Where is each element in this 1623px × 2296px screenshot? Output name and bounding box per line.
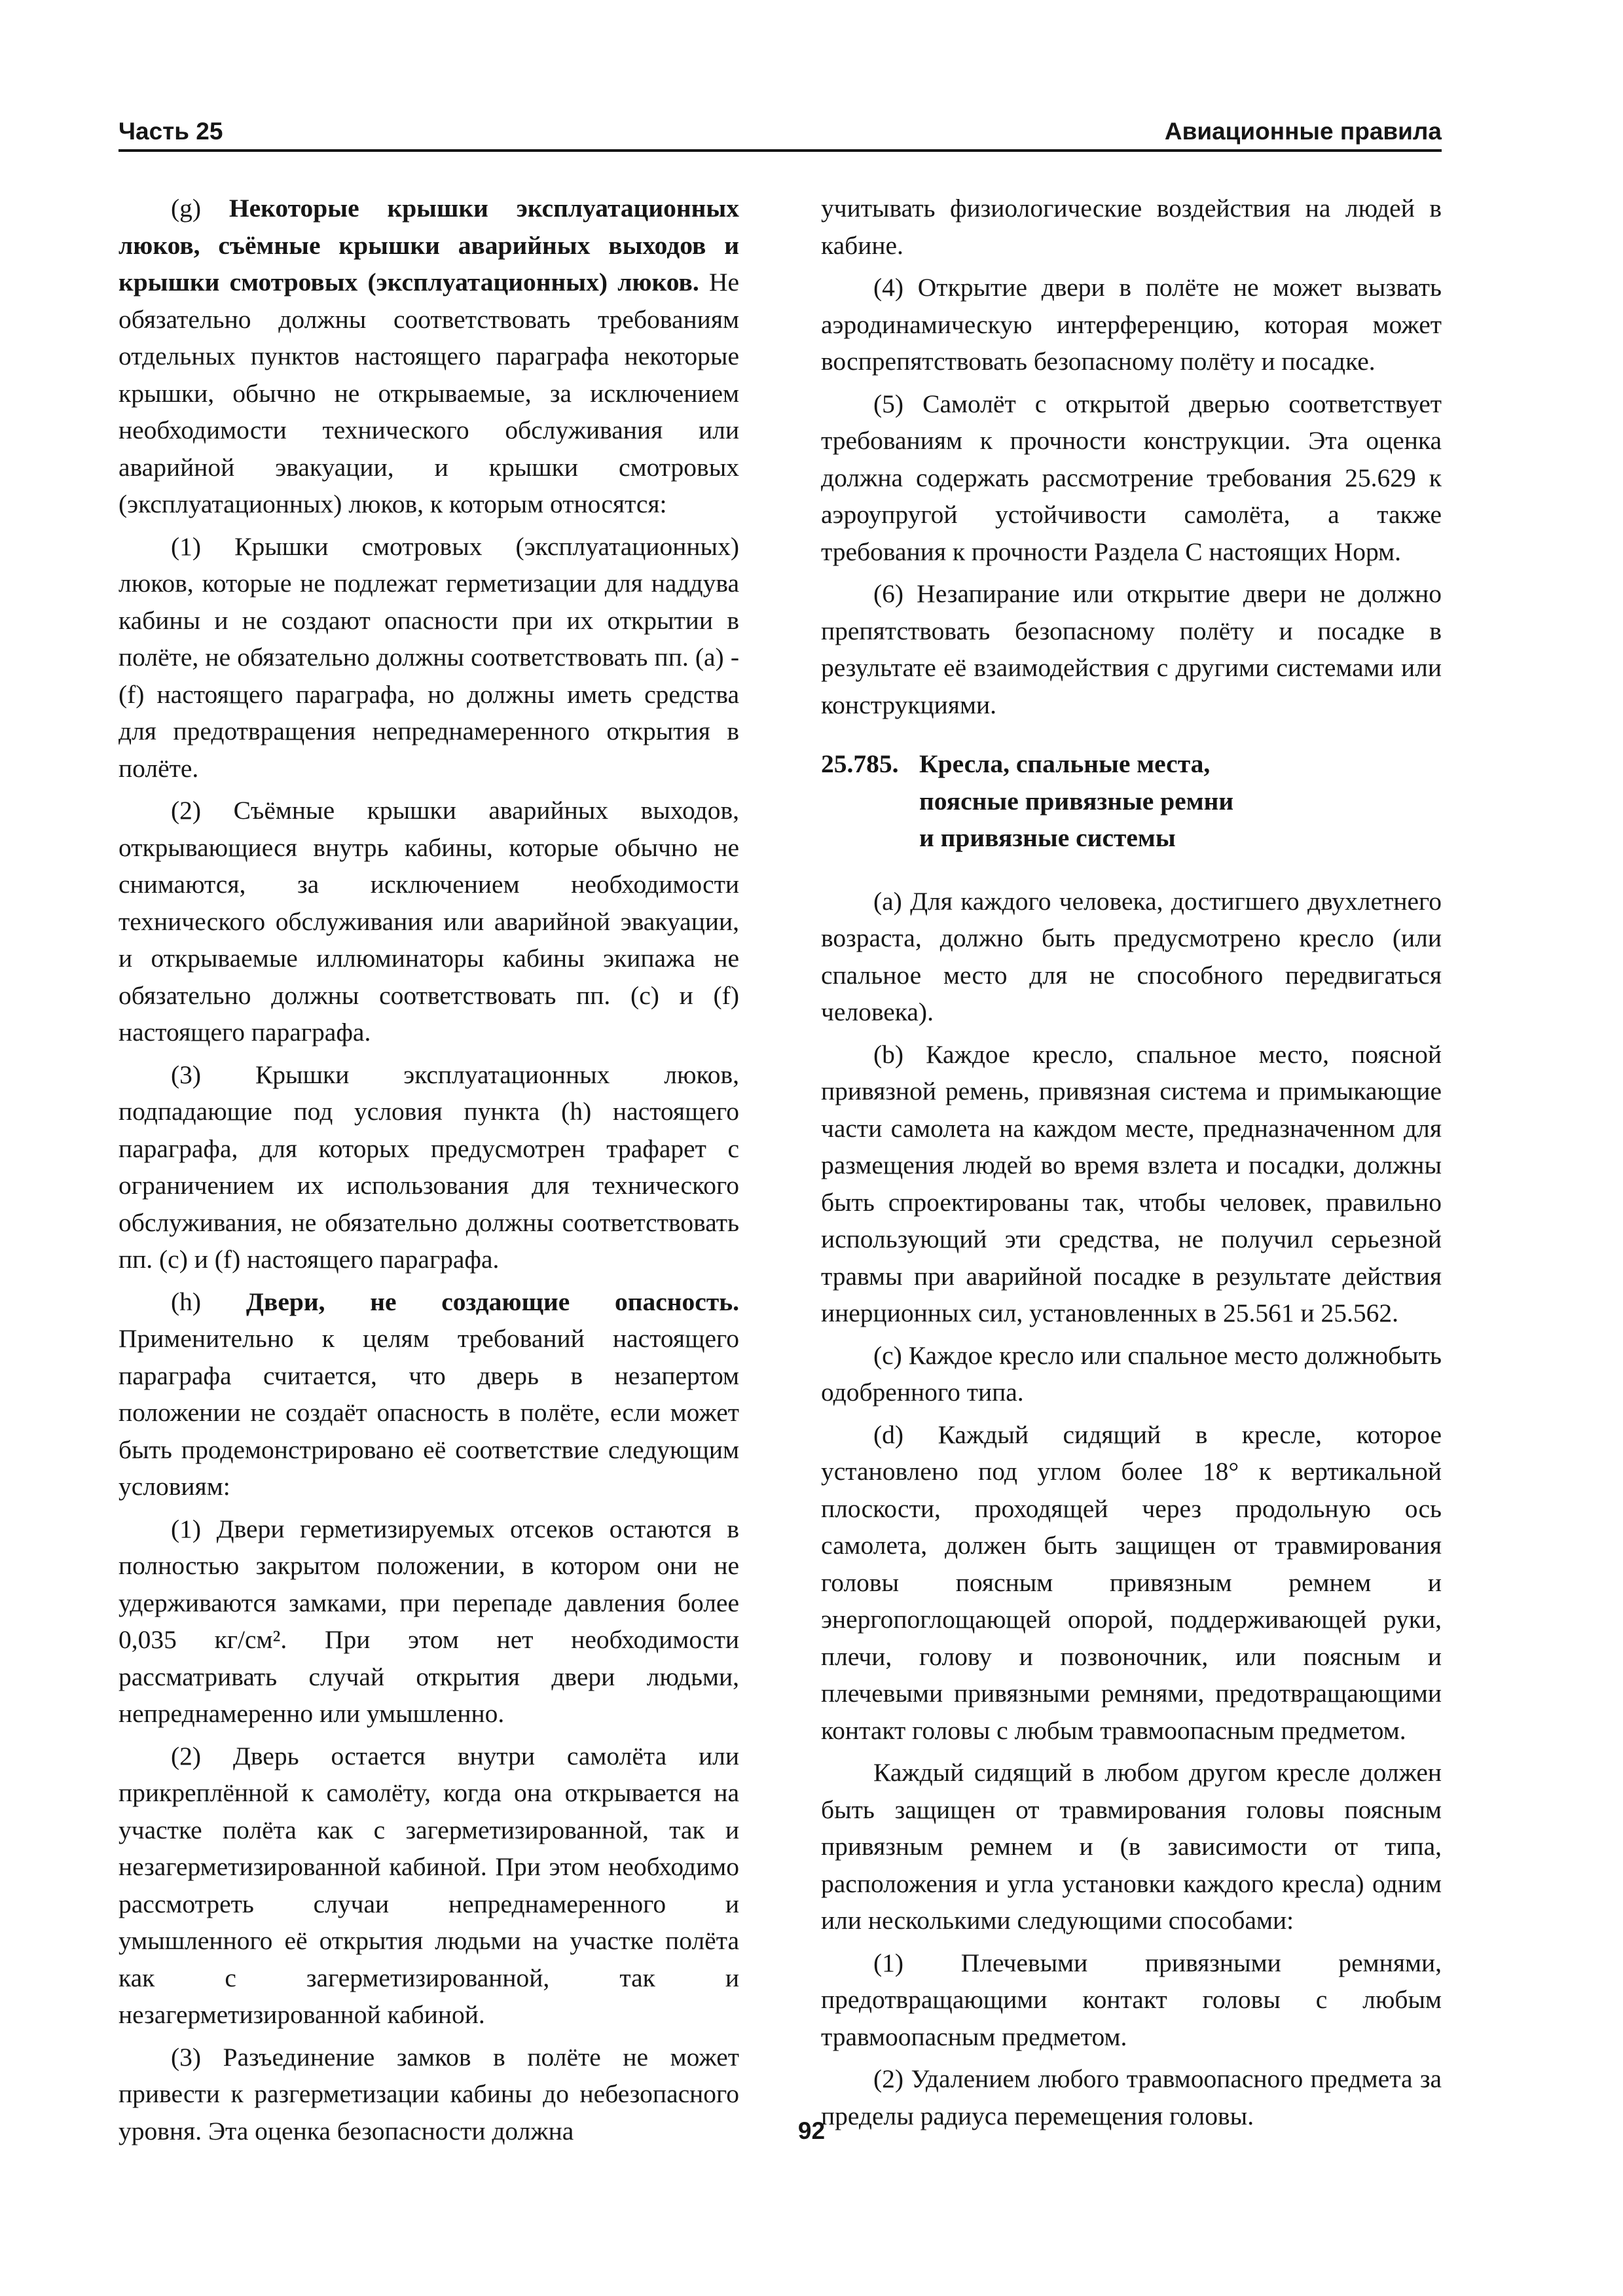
header-doc-title: Авиационные правила: [1164, 118, 1442, 145]
page-number: 92: [797, 2117, 826, 2144]
paragraph-b: (b) Каждое кресло, спальное место, поясной привязной ремень, привязная система и примыкающие части самолета на каждом месте, предназначенном для размещения людей во время взлета и посадки, должны быть спроектированы так, чтобы человек, правильно использующий эти средства, не получил серьезной травмы при аварийной посадке в результате действия инерционных сил, установленных в 25.561 и 25.562.: [821, 1039, 1442, 1327]
paragraph-c: (c) Каждое кресло или спальное место должнобыть одобренного типа.: [821, 1340, 1442, 1407]
paragraph-h1: (1) Двери герметизируемых отсеков остаются в полностью закрытом положении, в котором они не удерживаются замками, при перепаде давления более 0,035 кг/см². При этом нет необходимости рассматривать случай открытия двери людьми, непреднамеренно или умышленно.: [119, 1514, 739, 1728]
running-header: [119, 110, 1442, 152]
paragraph-g-heading: Некоторые крышки эксплуатационных люков, съёмные крышки аварийных выходов и крышки смотровых (эксплуатационных) люков.: [119, 194, 739, 296]
paragraph-a: (a) Для каждого человека, достигшего двухлетнего возраста, должно быть предусмотрено кресло (или спальное место для не способного передвигаться человека).: [821, 886, 1442, 1026]
paragraph-g: [119, 190, 739, 523]
right-column: [821, 190, 1442, 2140]
paragraph-g3: (3) Крышки эксплуатационных люков, подпадающие под условия пункта (h) настоящего параграфа, для которых предусмотрен трафарет с ограничением их использования для технического обслуживания, не обязательно должны соответствовать пп. (c) и (f) настоящего параграфа.: [119, 1060, 739, 1274]
paragraph-d-other-seats: Каждый сидящий в любом другом кресле должен быть защищен от травмирования головы поясным привязным ремнем и (в зависимости от типа, расположения и угла установки каждого кресла) одним или несколькими следующими способами:: [821, 1758, 1442, 1935]
paragraph-h6: (6) Незапирание или открытие двери не должно препятствовать безопасному полёту и посадке в результате её взаимодействия с другими системами или конструкциями.: [821, 579, 1442, 719]
paragraph-h3-continued: учитывать физиологические воздействия на людей в кабине.: [821, 194, 1442, 260]
left-column: [119, 190, 739, 2155]
paragraph-h4: (4) Открытие двери в полёте не может вызвать аэродинамическую интерференцию, которая может воспрепятствовать безопасному полёту и посадке.: [821, 273, 1442, 376]
paragraph-h: [119, 1283, 739, 1505]
paragraph-h-heading: Двери, не создающие опасность.: [246, 1287, 739, 1316]
paragraph-g2: (2) Съёмные крышки аварийных выходов, открывающиеся внутрь кабины, которые обычно не снимаются, за исключением необходимости технического обслуживания или аварийной эвакуации, и открываемые иллюминаторы кабины экипажа не обязательно должны соответствовать пп. (c) и (f) настоящего параграфа.: [119, 796, 739, 1047]
paragraph-d2: (2) Удалением любого травмоопасного предмета за пределы радиуса перемещения головы.: [821, 2064, 1442, 2130]
paragraph-d1: (1) Плечевыми привязными ремнями, предотвращающими контакт головы с любым травмоопасным предметом.: [821, 1948, 1442, 2051]
paragraph-h-label: (h): [171, 1287, 246, 1316]
header-part-label: Часть 25: [119, 118, 223, 145]
section-title-line-2: поясные привязные ремни: [919, 786, 1234, 816]
paragraph-h2: (2) Дверь остается внутри самолёта или прикреплённой к самолёту, когда она открывается на участке полёта как с загерметизированной, так и незагерметизированной кабиной. При этом необходимо рассмотреть случаи непреднамеренного и умышленного её открытия людьми на участке полёта как с загерметизированной, так и незагерметизированной кабиной.: [119, 1741, 739, 2029]
section-title-line-3: и привязные системы: [919, 823, 1176, 852]
section-heading-25-785: [821, 745, 1442, 857]
paragraph-h3: (3) Разъединение замков в полёте не может привести к разгерметизации кабины до небезопасного уровня. Эта оценка безопасности должна: [119, 2042, 739, 2145]
paragraph-d: (d) Каждый сидящий в кресле, которое установлено под углом более 18° к вертикальной плоскости, проходящей через продольную ось самолета, должен быть защищен от травмирования головы поясным привязным ремнем и энергопоглощающей опорой, поддерживающей руки, плечи, голову и позвоночник, или поясным и плечевыми привязными ремнями, предотвращающими контакт головы с любым травмоопасным предметом.: [821, 1420, 1442, 1745]
paragraph-g-label: (g): [171, 194, 229, 223]
section-number: 25.785.: [821, 749, 899, 778]
paragraph-h-text: Применительно к целям требований настоящего параграфа считается, что дверь в незапертом положении не создаёт опасность в полёте, если может быть продемонстрировано её соответствие следующим условиям:: [119, 1324, 739, 1501]
paragraph-g-text: Не обязательно должны соответствовать требованиям отдельных пунктов настоящего параграфа некоторые крышки, обычно не открываемые, за исключением необходимости технического обслуживания или аварийной эвакуации, и крышки смотровых (эксплуатационных) люков, к которым относятся:: [119, 268, 739, 518]
section-title-line-1: Кресла, спальные места,: [919, 749, 1211, 778]
paragraph-g1: (1) Крышки смотровых (эксплуатационных) люков, которые не подлежат герметизации для наддува кабины и не создают опасности при их открытии в полёте, не обязательно должны соответствовать пп. (a) - (f) настоящего параграфа, но должны иметь средства для предотвращения непреднамеренного открытия в полёте.: [119, 531, 739, 783]
paragraph-h5: (5) Самолёт с открытой дверью соответствует требованиям к прочности конструкции. Эта оценка должна содержать рассмотрение требования 25.629 к аэроупругой устойчивости самолёта, а также требования к прочности Раздела С настоящих Норм.: [821, 389, 1442, 566]
